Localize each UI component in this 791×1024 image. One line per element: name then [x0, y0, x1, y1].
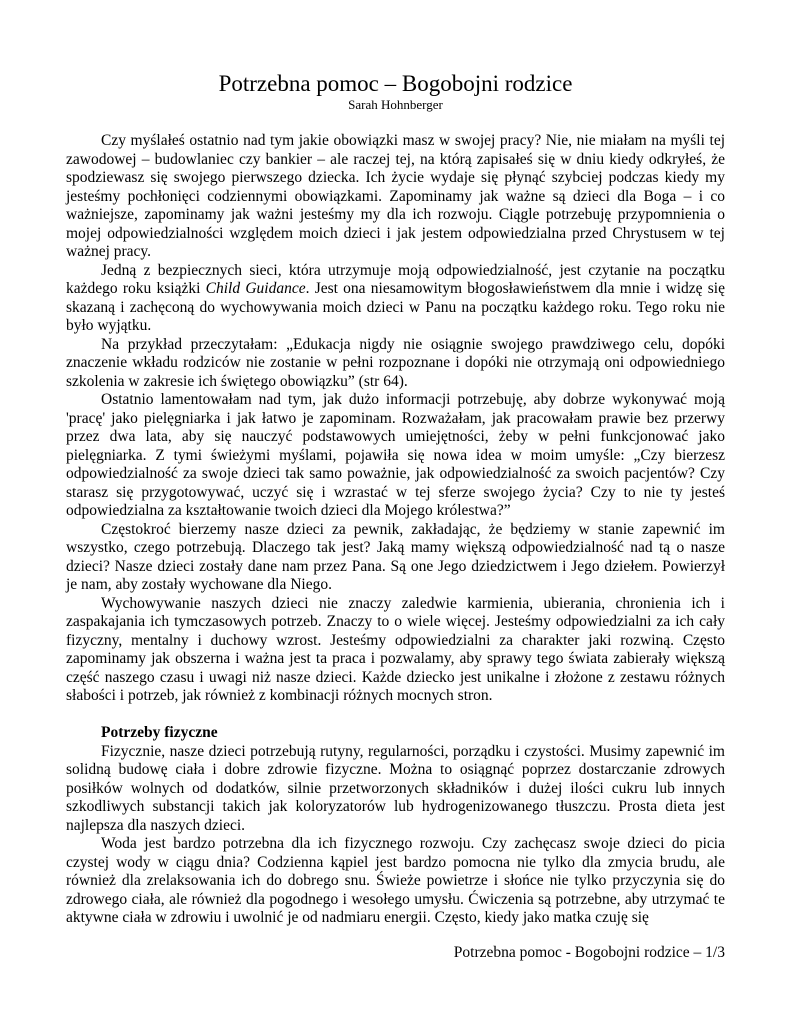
paragraph-intro-3: Na przykład przeczytałam: „Edukacja nigdy nie osiągnie swojego prawdziwego celu, dopóki znaczenie wkładu rodziców nie zostanie w pełni rozpoznane i dopóki nie otrzymają oni odpowiedniego szkolenia w zakresie ich świętego obowiązku” (str 64).	[66, 335, 725, 390]
paragraph-intro-6: Wychowywanie naszych dzieci nie znaczy zaledwie karmienia, ubierania, chronienia ich i zaspakajania ich tymczasowych potrzeb. Znaczy to o wiele więcej. Jesteśmy odpowiedzialni za ich cały fizyczny, mentalny i duchowy wzrost. Jesteśmy odpowiedzialni za charakter jaki rozwiną. Często zapominamy jak obszerna i ważna jest ta praca i pozwalamy, aby sprawy tego świata zabierały większą część naszego czasu i uwagi niż nasze dzieci. Każde dziecko jest unikalne i złożone z zestawu różnych słabości i potrzeb, jak również z kombinacji różnych mocnych stron.	[66, 594, 725, 704]
book-title: Child Guidance	[205, 280, 306, 297]
author-line: Sarah Hohnberger	[348, 97, 443, 112]
document-body	[66, 132, 725, 928]
paragraph-intro-1: Czy myślałeś ostatnio nad tym jakie obowiązki masz w swojej pracy? Nie, nie miałam na myśli tej zawodowej – budowlaniec czy bankier – ale raczej tej, na którą zapisałeś się w dniu kiedy odkryłeś, że spodziewasz się swojego pierwszego dziecka. Ich życie wydaje się płynąć szybciej podczas kiedy my jesteśmy pochłonięci codziennymi obowiązkami. Zapominamy jak ważne są dzieci dla Boga – i co ważniejsze, zapominamy jak ważni jesteśmy my dla ich rozwoju. Ciągle potrzebuję przypomnienia o mojej odpowiedzialności względem moich dzieci i jak jestem odpowiedzialna przed Chrystusem w tej ważnej pracy.	[66, 132, 725, 260]
paragraph-text: Jedną z bezpiecznych sieci, która utrzymuje moją odpowiedzialność, jest czytanie na początku każdego roku książki	[66, 261, 725, 297]
paragraph-intro-2	[66, 262, 725, 336]
paragraph-text: . Jest ona niesamowitym błogosławieństwem dla mnie i widzę się skazaną i zachęconą do wychowywania moich dzieci w Panu na początku każdego roku. Tego roku nie było wyjątku.	[66, 280, 725, 334]
page-title: Potrzebna pomoc – Bogobojni rodzice	[218, 71, 573, 96]
paragraph-physical-2: Woda jest bardzo potrzebna dla ich fizycznego rozwoju. Czy zachęcasz swoje dzieci do picia czystej wody w ciągu dnia? Codzienna kąpiel jest bardzo pomocna nie tylko dla zmycia brudu, ale również dla zrelaksowania ich do dobrego snu. Świeże powietrze i słońce nie tylko przyczynia się do zdrowego ciała, ale również dla pogodnego i wesołego umysłu. Ćwiczenia są potrzebne, aby utrzymać te aktywne ciała w zdrowiu i uwolnić je od nadmiaru energii. Często, kiedy jako matka czuję się	[66, 835, 725, 926]
section-heading-physical-needs: Potrzeby fizyczne	[101, 724, 218, 741]
page-footer: Potrzebna pomoc - Bogobojni rodzice – 1/3	[453, 943, 725, 961]
paragraph-intro-5: Częstokroć bierzemy nasze dzieci za pewnik, zakładając, że będziemy w stanie zapewnić im wszystko, czego potrzebują. Dlaczego tak jest? Jaką mamy większą odpowiedzialność nad tą o nasze dzieci? Nasze dzieci zostały dane nam przez Pana. Są one Jego dziedzictwem i Jego dziełem. Powierzył je nam, aby zostały wychowane dla Niego.	[66, 520, 725, 593]
paragraph-intro-4: Ostatnio lamentowałam nad tym, jak dużo informacji potrzebuję, aby dobrze wykonywać moją 'pracę' jako pielęgniarka i jak łatwo je zapominam. Rozważałam, jak pracowałam prawie bez przerwy przez dwa lata, aby się nauczyć podstawowych umiejętności, żeby w pełni funkcjonować jako pielęgniarka. Z tymi świeżymi myślami, pojawiła się nowa idea w moim umyśle: „Czy bierzesz odpowiedzialność za swoje dzieci tak samo poważnie, jak odpowiedzialność za swoich pacjentów? Czy starasz się przygotowywać, uczyć się i wzrastać w tej sferze swojego życia? Czy to nie ty jesteś odpowiedzialna za kształtowanie twoich dzieci dla Mojego królestwa?”	[66, 391, 725, 519]
paragraph-physical-1: Fizycznie, nasze dzieci potrzebują rutyny, regularności, porządku i czystości. Musimy zapewnić im solidną budowę ciała i dobre zdrowie fizyczne. Można to osiągnąć poprzez dostarczanie zdrowych posiłków wolnych od dodatków, silnie przetworzonych składników i dużej ilości cukru lub innych szkodliwych substancji takich jak koloryzatorów lub hydrogenizowanego tłuszczu. Prosta dieta jest najlepsza dla naszych dzieci.	[66, 742, 725, 834]
